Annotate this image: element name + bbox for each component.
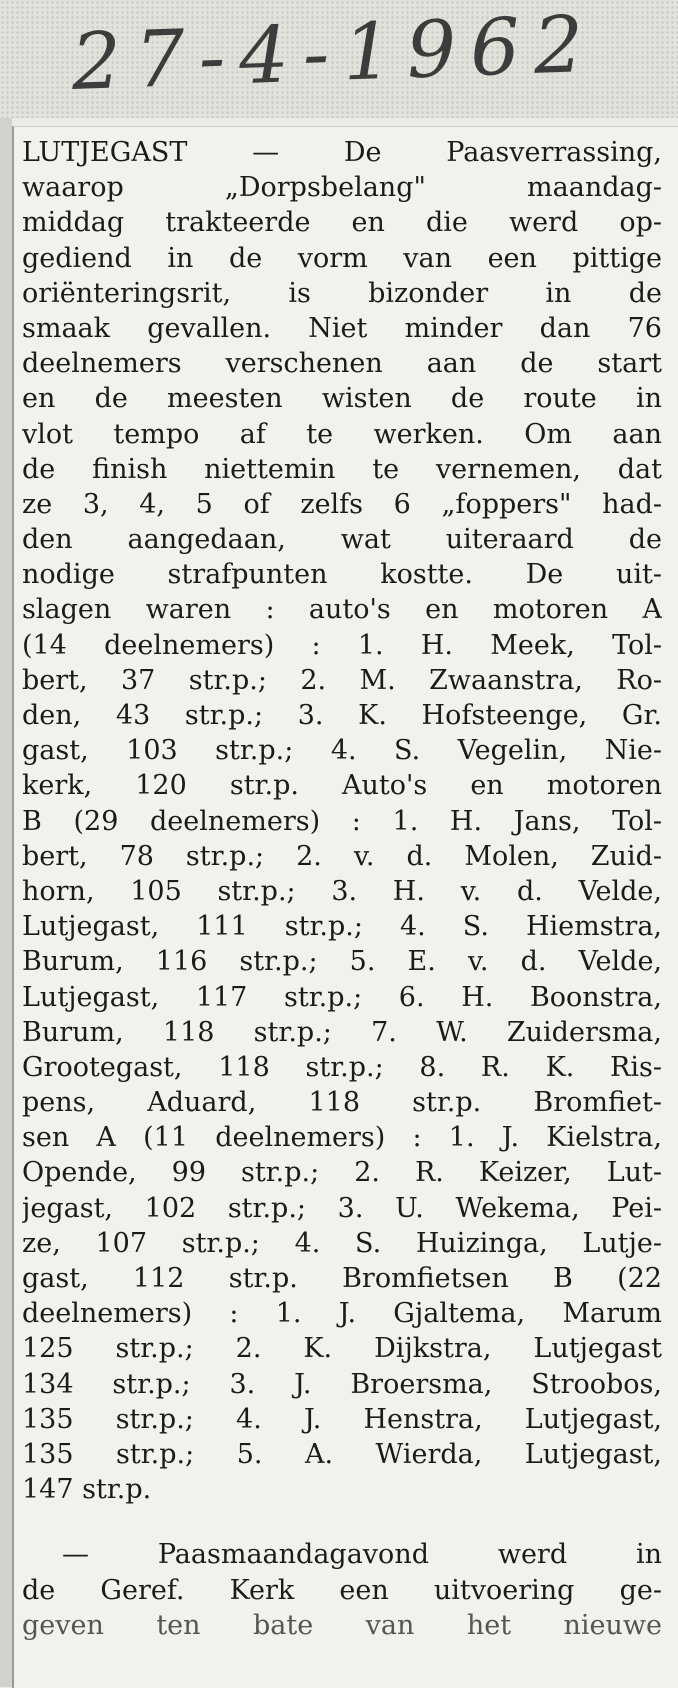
- article-line: den, 43 str.p.; 3. K. Hofsteenge, Gr.: [22, 700, 662, 731]
- article-line: smaak gevallen. Niet minder dan 76: [22, 312, 662, 344]
- article-line: 134 str.p.; 3. J. Broersma, Stroobos,: [22, 1368, 662, 1400]
- article-line: deelnemers verschenen aan de start: [22, 348, 662, 380]
- handwritten-date: 27-4-1962: [70, 0, 599, 108]
- article-line: bert, 37 str.p.; 2. M. Zwaanstra, Ro-: [22, 664, 662, 696]
- article-line: sen A (11 deelnemers) : 1. J. Kielstra,: [22, 1122, 662, 1154]
- article-line: 125 str.p.; 2. K. Dijkstra, Lutjegast: [22, 1333, 662, 1365]
- second-paragraph-line: geven ten bate van het nieuwe: [22, 1609, 662, 1641]
- article-line: 147 str.p.: [22, 1474, 152, 1506]
- article-line: B (29 deelnemers) : 1. H. Jans, Tol-: [22, 805, 662, 837]
- article-line: deelnemers) : 1. J. Gjaltema, Marum: [22, 1298, 662, 1330]
- article-line: Opende, 99 str.p.; 2. R. Keizer, Lut-: [22, 1157, 662, 1189]
- article-line: jegast, 102 str.p.; 3. U. Wekema, Pei-: [22, 1192, 662, 1224]
- article-line: LUTJEGAST — De Paasverrassing,: [22, 137, 662, 168]
- article-line: Grootegast, 118 str.p.; 8. R. K. Ris-: [22, 1051, 662, 1083]
- article-line: horn, 105 str.p.; 3. H. v. d. Velde,: [22, 875, 662, 907]
- article-line: pens, Aduard, 118 str.p. Bromfiet-: [22, 1087, 662, 1119]
- article-text: [22, 135, 662, 1643]
- clipping-shadow: [0, 118, 12, 1687]
- article-line: ze, 107 str.p.; 4. S. Huizinga, Lutje-: [22, 1227, 662, 1259]
- second-paragraph-line: de Geref. Kerk een uitvoering ge-: [22, 1574, 662, 1606]
- article-line: 135 str.p.; 4. J. Henstra, Lutjegast,: [22, 1403, 662, 1435]
- article-line: oriënteringsrit, is bizonder in de: [22, 277, 662, 309]
- newspaper-clipping: [12, 126, 678, 1688]
- article-line: (14 deelnemers) : 1. H. Meek, Tol-: [22, 629, 662, 661]
- article-line: Lutjegast, 117 str.p.; 6. H. Boonstra,: [22, 981, 662, 1013]
- article-line: gast, 103 str.p.; 4. S. Vegelin, Nie-: [22, 735, 662, 767]
- article-line: de finish niettemin te vernemen, dat: [22, 453, 662, 485]
- article-line: en de meesten wisten de route in: [22, 383, 662, 415]
- article-line: gediend in de vorm van een pittige: [22, 242, 662, 274]
- article-line: waarop „Dorpsbelang" maandag-: [22, 172, 662, 204]
- paragraph-gap: [22, 1507, 662, 1537]
- article-line: middag trakteerde en die werd op-: [22, 207, 662, 239]
- article-line: Lutjegast, 111 str.p.; 4. S. Hiemstra,: [22, 911, 662, 943]
- second-paragraph-line: — Paasmaandagavond werd in: [62, 1539, 662, 1571]
- article-line: Burum, 118 str.p.; 7. W. Zuidersma,: [22, 1016, 662, 1048]
- article-line: Burum, 116 str.p.; 5. E. v. d. Velde,: [22, 946, 662, 978]
- article-line: slagen waren : auto's en motoren A: [22, 594, 662, 626]
- article-line: gast, 112 str.p. Bromfietsen B (22: [22, 1263, 662, 1294]
- article-line: nodige strafpunten kostte. De uit-: [22, 559, 662, 591]
- article-line: 135 str.p.; 5. A. Wierda, Lutjegast,: [22, 1438, 662, 1470]
- article-line: kerk, 120 str.p. Auto's en motoren: [22, 770, 662, 802]
- article-line: vlot tempo af te werken. Om aan: [22, 418, 662, 450]
- article-line: den aangedaan, wat uiteraard de: [22, 524, 662, 556]
- article-line: bert, 78 str.p.; 2. v. d. Molen, Zuid-: [22, 840, 662, 872]
- article-line: ze 3, 4, 5 of zelfs 6 „foppers" had-: [22, 488, 662, 520]
